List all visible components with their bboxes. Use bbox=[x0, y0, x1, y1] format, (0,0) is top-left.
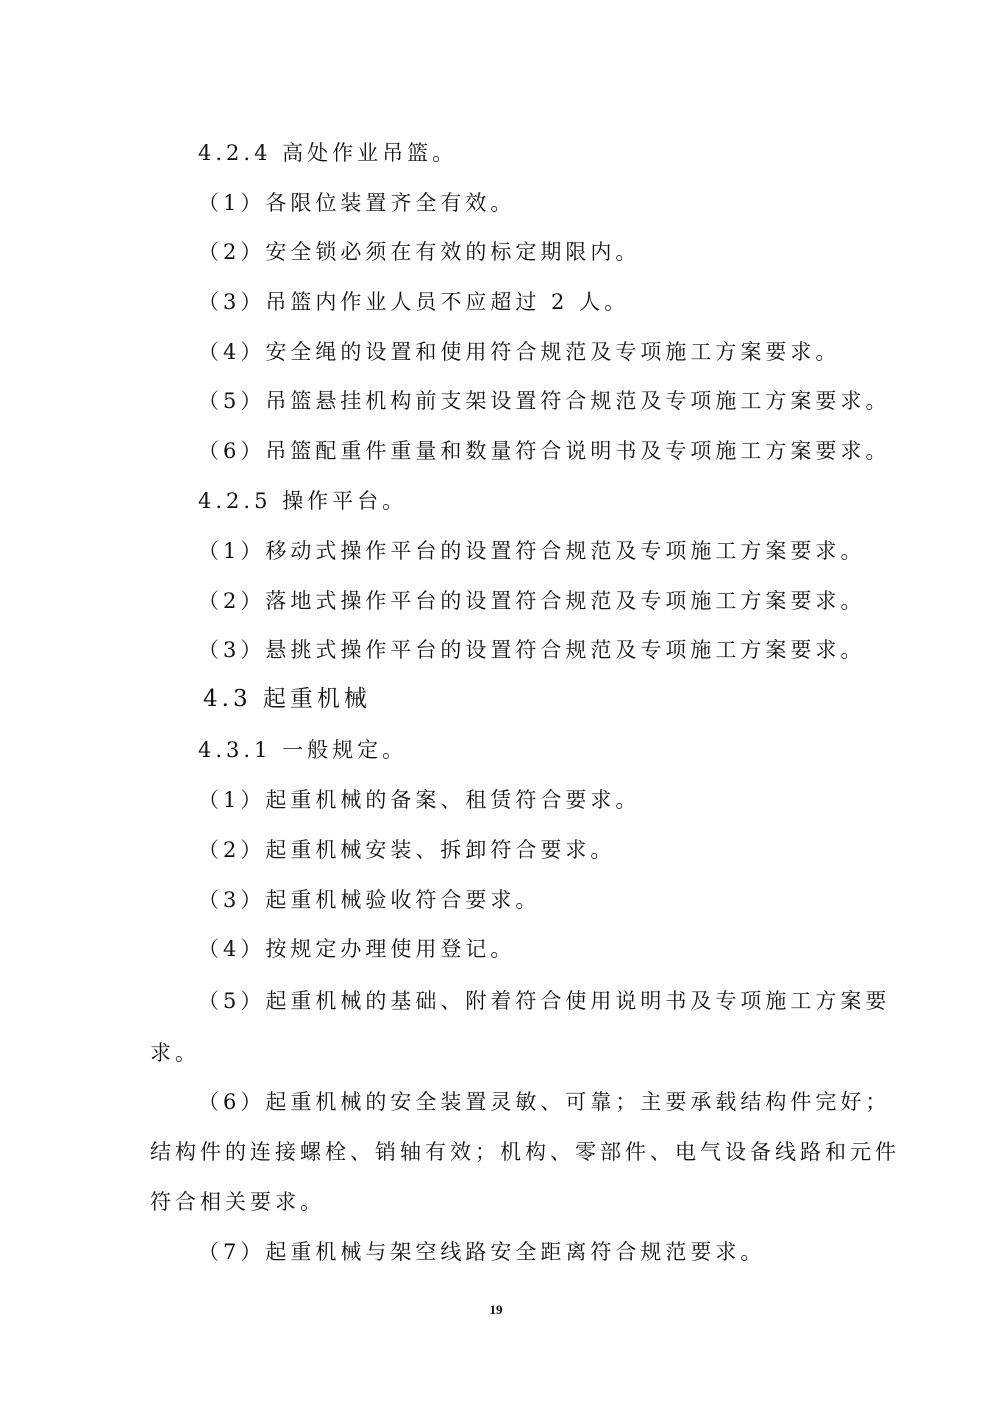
paragraph-line: 结构件的连接螺栓、销轴有效；机构、零部件、电气设备线路和元件 bbox=[150, 1140, 900, 1164]
paragraph-line: （1）各限位装置齐全有效。 bbox=[198, 191, 516, 215]
paragraph-line: （6）起重机械的安全装置灵敏、可靠；主要承载结构件完好； bbox=[198, 1090, 891, 1114]
paragraph-line: （2）起重机械安装、拆卸符合要求。 bbox=[198, 838, 616, 862]
paragraph-line: （3）吊篮内作业人员不应超过 2 人。 bbox=[198, 290, 630, 314]
paragraph-line: （2）安全锁必须在有效的标定期限内。 bbox=[198, 240, 641, 264]
paragraph-line: （5）吊篮悬挂机构前支架设置符合规范及专项施工方案要求。 bbox=[198, 389, 891, 413]
page-number: 19 bbox=[489, 1302, 503, 1317]
paragraph-line: 求。 bbox=[150, 1041, 200, 1065]
section-4-2-5-heading: 4.2.5 操作平台。 bbox=[198, 489, 408, 513]
paragraph-line: （1）起重机械的备案、租赁符合要求。 bbox=[198, 788, 641, 812]
section-4-3-heading: 4.3 起重机械 bbox=[203, 686, 371, 712]
paragraph-line: （7）起重机械与架空线路安全距离符合规范要求。 bbox=[198, 1240, 766, 1264]
paragraph-line: （5）起重机械的基础、附着符合使用说明书及专项施工方案要 bbox=[198, 989, 891, 1013]
paragraph-line: （1）移动式操作平台的设置符合规范及专项施工方案要求。 bbox=[198, 539, 866, 563]
paragraph-line: （6）吊篮配重件重量和数量符合说明书及专项施工方案要求。 bbox=[198, 439, 891, 463]
paragraph-line: （4）按规定办理使用登记。 bbox=[198, 937, 516, 961]
paragraph-line: 符合相关要求。 bbox=[150, 1190, 325, 1214]
paragraph-line: （2）落地式操作平台的设置符合规范及专项施工方案要求。 bbox=[198, 589, 866, 613]
section-4-2-4-heading: 4.2.4 高处作业吊篮。 bbox=[198, 141, 458, 165]
section-4-3-1-heading: 4.3.1 一般规定。 bbox=[198, 738, 408, 762]
paragraph-line: （3）悬挑式操作平台的设置符合规范及专项施工方案要求。 bbox=[198, 638, 866, 662]
paragraph-line: （4）安全绳的设置和使用符合规范及专项施工方案要求。 bbox=[198, 340, 841, 364]
paragraph-line: （3）起重机械验收符合要求。 bbox=[198, 888, 541, 912]
